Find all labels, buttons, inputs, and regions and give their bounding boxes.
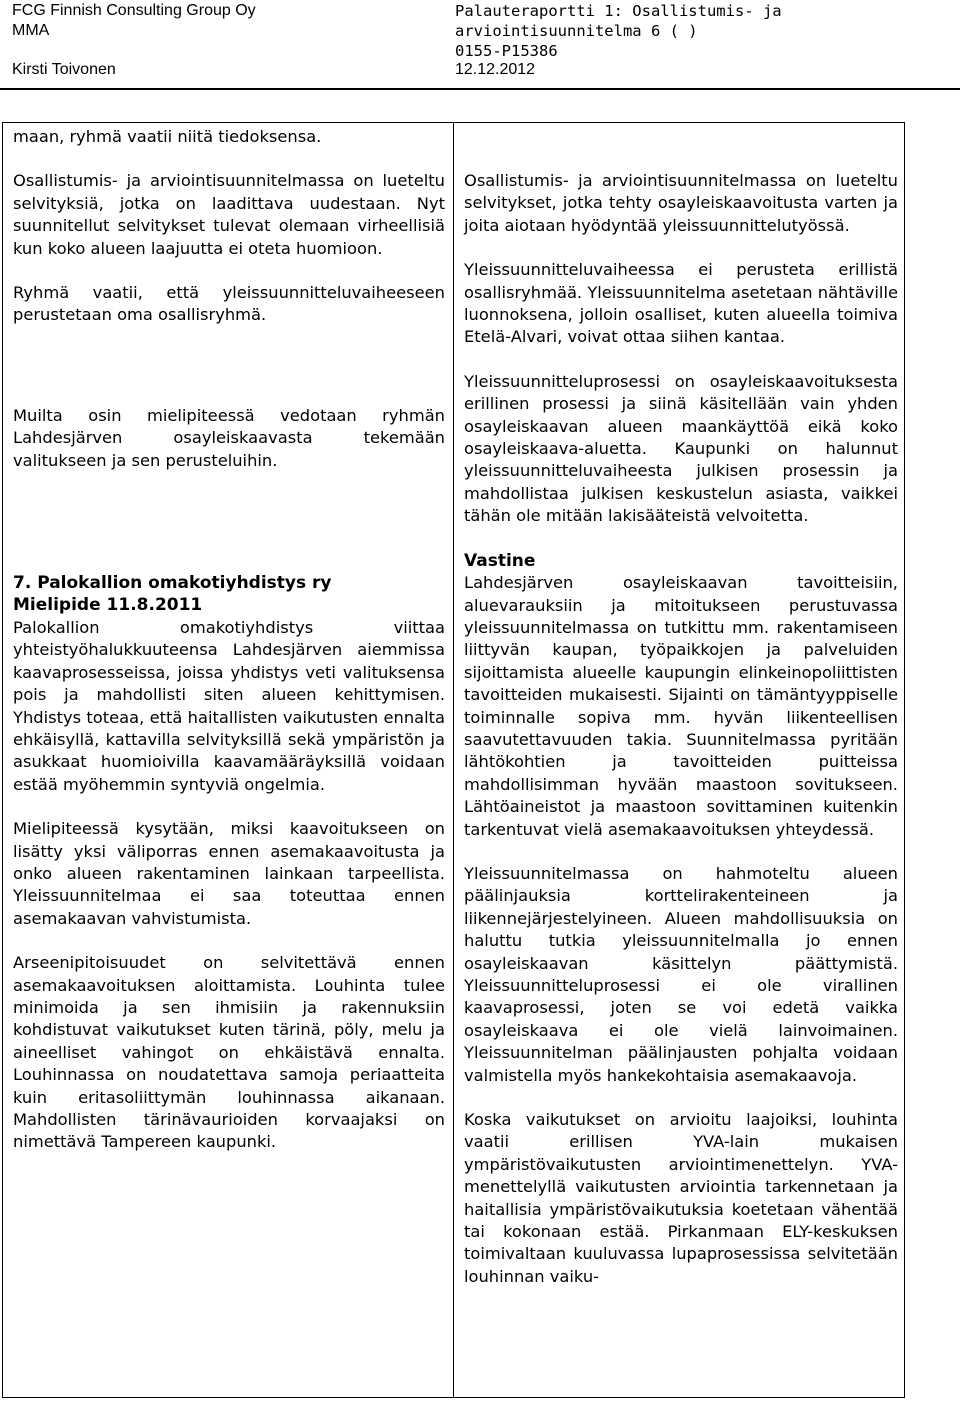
response-paragraph: Yleissuunnitelmassa on hahmoteltu alueen päälinjauksia korttelirakenteineen ja liikennejärjestelyineen. Alueen mahdollisuuksia on haluttu tutkia yleissuunnitelmalla jo ennen osayleiskaavan käsittelyn päättymistä. Yleissuunnitteluprosessi ei ole virallinen kaavaprosessi, joten se voi edetä vaikka osayleiskaava ei ole vielä lainvoimainen. Yleissuunnitelman päälinjausten pohjalta voidaan valmistella myös hankekohtaisia asemakaavoja. <box>464 863 898 1085</box>
column-divider <box>453 123 454 1397</box>
opinion-paragraph: Osallistumis- ja arviointisuunnitelmassa on lueteltu selvityksiä, jotka on laadittava uudestaan. Nyt suunnitellut selvitykset tulevat olemaan virheellisiä kun koko alueen laajuutta ei oteta huomioon. <box>13 171 445 258</box>
company-name: FCG Finnish Consulting Group Oy <box>12 2 256 19</box>
opinion-paragraph: maan, ryhmä vaatii niitä tiedoksensa. <box>13 127 322 146</box>
response-paragraph: Lahdesjärven osayleiskaavan tavoitteisiin, aluevarauksiin ja mitoitukseen perustuvassa yleissuunnitelmassa on tutkittu mm. rakentamiseen liittyvän kaupan, työpaikkojen ja palveluiden sijoittamista alueelle kaupungin elinkeinopoliittisten tavoitteiden mukaisesti. Sijainti on tämäntyyppiselle toiminnalle sopiva mm. hyvän liikenteellisen saavutettavuuden takia. Suunnitelmassa pyritään lähtökohtien ja tavoitteiden puitteissa mahdollisimman hyvään maastoon sovitukseen. Lähtöaineistot ja maastoon sovittaminen kuitenkin tarkentuvat vielä asemakaavoituksen yhteydessä. <box>464 573 898 839</box>
unit-name: MMA <box>12 22 50 39</box>
project-code: 0155-P15386 <box>455 42 558 60</box>
opinion-paragraph: Ryhmä vaatii, että yleissuunnitteluvaiheeseen perustetaan oma osallisryhmä. <box>13 283 445 325</box>
response-heading: Vastine <box>464 550 536 571</box>
opinion-column <box>13 123 445 1154</box>
opinion-paragraph: Muilta osin mielipiteessä vedotaan ryhmän Lahdesjärven osayleiskaavasta tekemään valitukseen ja sen perusteluihin. <box>13 405 445 470</box>
header-right <box>455 1 960 61</box>
header-divider <box>0 88 960 90</box>
response-paragraph: Yleissuunnitteluprosessi on osayleiskaavoituksesta erillinen prosessi ja siinä käsitellään vain yhden osayleiskaavan alueen maankäyttöä eikä koko osayleiskaava-aluetta. Kaupunki on halunnut yleissuunnitteluvaiheesta julkisen prosessin ja mahdollistaa julkisen keskustelun asiasta, vaikkei tähän ole mitään lakisääteistä velvoitetta. <box>464 371 898 526</box>
response-paragraph: Koska vaikutukset on arvioitu laajoiksi, louhinta vaatii erillisen YVA-lain mukaisen ympäristövaikutusten arviointimenettelyn. YVA-menettelyllä vaikutusten arviointia tarkennetaan ja haitallisia ympäristövaikutuksia koetetaan vähentää tai kokonaan estää. Pirkanmaan ELY-keskuksen toimivaltaan kuuluvassa lupaprosessissa selvitetään louhinnan vaiku- <box>464 1110 898 1286</box>
response-paragraph: Yleissuunnitteluvaiheessa ei perusteta erillistä osallisryhmää. Yleissuunnitelma asetetaan nähtäville luonnoksena, jolloin osalliset, kuten alueella toimiva Etelä-Alvari, voivat ottaa siihen kantaa. <box>464 260 898 347</box>
opinion-paragraph: Palokallion omakotiyhdistys viittaa yhteistyöhalukkuuteensa Lahdesjärven aiemmissa kaavaprosesseissa, joissa yhdistys veti valituksensa pois ja mahdollisti siten alueen kehittymisen. Yhdistys toteaa, että haitallisten vaikutusten ennalta ehkäisyllä, kattavilla selvityksillä sekä ympäristön ja asukkaat huomioivilla kaavamääräyksillä voidaan estää myöhemmin syntyviä ongelmia. <box>13 617 445 794</box>
report-title: Palauteraportti 1: Osallistumis- ja arviointisuunnitelma 6 ( ) <box>455 2 782 40</box>
opinion-paragraph: Arseenipitoisuudet on selvitettävä ennen asemakaavoituksen aloittamista. Louhinta tulee minimoida ja sen ihmisiin ja rakennuksiin kohdistuvat vaikutukset kuten tärinä, pöly, melu ja aineelliset vahingot on ehkäistävä ennalta. Louhinnassa on noudatettava samoja periaatteita kuin eritasoliittymän louhinnassa aikanaan. Mahdollisten tärinävaurioiden korvaajaksi on nimettävä Tampereen kaupunki. <box>13 953 445 1152</box>
page-header <box>0 0 960 110</box>
feedback-table <box>2 122 905 1398</box>
section-heading: 7. Palokallion omakotiyhdistys ry <box>13 573 332 594</box>
response-paragraph: Osallistumis- ja arviointisuunnitelmassa on lueteltu selvitykset, jotka tehty osayleiskaavoitusta varten ja joita aiotaan hyödyntää yleissuunnittelutyössä. <box>464 171 898 235</box>
header-left <box>12 1 256 41</box>
opinion-paragraph: Mielipiteessä kysytään, miksi kaavoitukseen on lisätty yksi väliporras ennen asemakaavoitusta ja onko alueen rakentaminen lainkaan tarpeellista. Yleissuunnitelmaa ei saa toteuttaa ennen asemakaavan vahvistumista. <box>13 819 445 928</box>
report-date: 12.12.2012 <box>455 61 536 78</box>
author-name: Kirsti Toivonen <box>12 61 116 78</box>
opinion-date-label: Mielipide 11.8.2011 <box>13 595 203 616</box>
response-column <box>464 123 898 1288</box>
